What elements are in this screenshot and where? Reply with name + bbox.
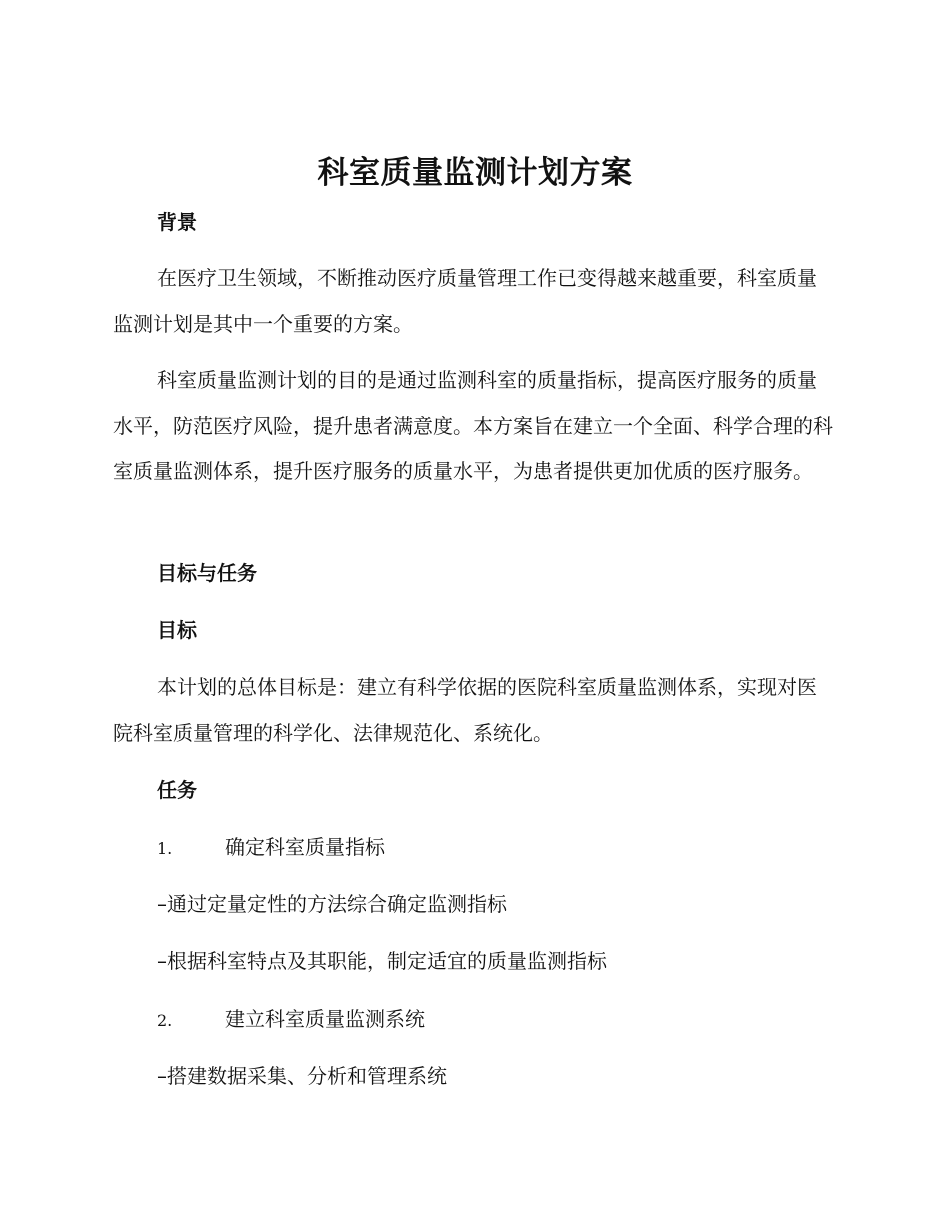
task-2-bullet-1: –搭建数据采集、分析和管理系统 <box>157 1064 447 1088</box>
background-paragraph-1: 在医疗卫生领域，不断推动医疗质量管理工作已变得越来越重要，科室质量监测计划是其中一个重要的方案。 <box>113 266 817 336</box>
document-title: 科室质量监测计划方案 <box>317 155 633 191</box>
task-1-number: 1. <box>157 839 173 858</box>
goal-heading: 目标 <box>157 618 197 642</box>
task-item-1 <box>157 832 385 864</box>
background-heading: 背景 <box>157 210 197 234</box>
task-1-label: 确定科室质量指标 <box>225 835 385 859</box>
background-paragraph-2: 科室质量监测计划的目的是通过监测科室的质量指标，提高医疗服务的质量水平，防范医疗风险，提升患者满意度。本方案旨在建立一个全面、科学合理的科室质量监测体系，提升医疗服务的质量水平，为患者提供更加优质的医疗服务。 <box>113 368 833 483</box>
tasks-heading: 任务 <box>157 778 197 802</box>
task-item-2 <box>157 1004 425 1036</box>
goals-tasks-heading: 目标与任务 <box>157 561 257 585</box>
task-2-number: 2. <box>157 1011 173 1030</box>
goal-paragraph: 本计划的总体目标是：建立有科学依据的医院科室质量监测体系，实现对医院科室质量管理的科学化、法律规范化、系统化。 <box>113 675 817 745</box>
task-1-bullet-1: –通过定量定性的方法综合确定监测指标 <box>157 892 507 916</box>
task-2-label: 建立科室质量监测系统 <box>225 1007 425 1031</box>
task-1-bullet-2: –根据科室特点及其职能，制定适宜的质量监测指标 <box>157 949 607 973</box>
